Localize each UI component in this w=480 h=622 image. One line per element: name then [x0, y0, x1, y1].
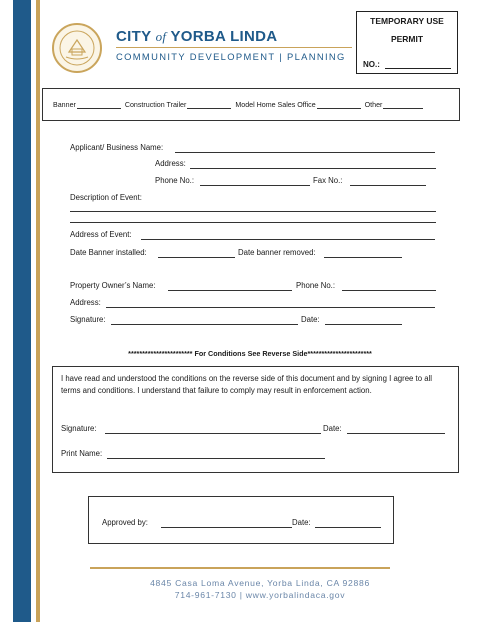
- city-wordmark: [116, 28, 277, 45]
- business-name-field[interactable]: [175, 152, 435, 153]
- agreement-signature-label: Signature:: [61, 424, 97, 433]
- date-removed-label: Date banner removed:: [238, 248, 316, 257]
- footer-address: 4845 Casa Loma Avenue, Yorba Linda, CA 92886: [150, 578, 370, 588]
- owner-name-label: Property Owner’s Name:: [70, 281, 156, 290]
- applicant-phone-label: Phone No.:: [155, 176, 195, 185]
- construction-trailer-field[interactable]: [187, 100, 231, 109]
- permit-type-row: [53, 100, 425, 109]
- event-address-label: Address of Event:: [70, 230, 132, 239]
- applicant-phone-field[interactable]: [200, 185, 310, 186]
- other-field[interactable]: [383, 100, 423, 109]
- agreement-date-field[interactable]: [347, 433, 445, 434]
- agreement-signature-field[interactable]: [105, 433, 321, 434]
- city-prefix: CITY: [116, 28, 152, 45]
- header-gold-rule: [116, 47, 352, 48]
- permit-title-line2: PERMIT: [390, 34, 424, 44]
- owner-address-label: Address:: [70, 298, 101, 307]
- left-blue-bar: [13, 0, 31, 622]
- permit-type-box: [42, 88, 460, 121]
- city-seal-logo: [52, 23, 102, 73]
- owner-phone-field[interactable]: [342, 290, 436, 291]
- owner-date-field[interactable]: [325, 324, 402, 325]
- footer-contact: 714-961-7130 | www.yorbalindaca.gov: [174, 590, 346, 600]
- business-name-label: Applicant/ Business Name:: [70, 143, 164, 152]
- owner-address-field[interactable]: [106, 307, 435, 308]
- date-installed-field[interactable]: [158, 257, 235, 258]
- permit-number-field[interactable]: [385, 68, 451, 69]
- permit-number-label: NO.:: [363, 60, 380, 69]
- model-home-field[interactable]: [317, 100, 361, 109]
- approval-date-label: Date:: [292, 518, 311, 527]
- banner-field[interactable]: [77, 100, 121, 109]
- print-name-label: Print Name:: [61, 449, 103, 458]
- agreement-box: [52, 366, 459, 473]
- date-installed-label: Date Banner installed:: [70, 248, 147, 257]
- date-removed-field[interactable]: [324, 257, 402, 258]
- approval-date-field[interactable]: [315, 527, 381, 528]
- model-home-label: Model Home Sales Office: [235, 101, 316, 109]
- owner-name-field[interactable]: [168, 290, 292, 291]
- other-label: Other: [364, 101, 383, 109]
- footer-gold-rule: [90, 567, 390, 569]
- owner-phone-label: Phone No.:: [296, 281, 336, 290]
- department-name: COMMUNITY DEVELOPMENT | PLANNING: [116, 51, 346, 62]
- banner-label: Banner: [53, 101, 76, 109]
- applicant-address-label: Address:: [155, 159, 186, 168]
- city-of: of: [155, 29, 167, 44]
- owner-signature-field[interactable]: [111, 324, 298, 325]
- permit-box: [356, 11, 458, 74]
- construction-trailer-label: Construction Trailer: [124, 101, 187, 109]
- agreement-date-label: Date:: [323, 424, 342, 433]
- left-gold-bar: [36, 0, 40, 622]
- description-label: Description of Event:: [70, 193, 142, 202]
- agreement-text: I have read and understood the conditions on the reverse side of this document and by signing I agree to all terms and conditions. I understand that failure to comply may result in enforcement action.: [61, 374, 433, 396]
- owner-date-label: Date:: [301, 315, 320, 324]
- approved-by-field[interactable]: [161, 527, 292, 528]
- permit-title-line1: TEMPORARY USE: [370, 16, 444, 26]
- description-line-1[interactable]: [70, 211, 436, 212]
- description-line-2[interactable]: [70, 222, 436, 223]
- applicant-fax-field[interactable]: [350, 185, 426, 186]
- conditions-notice: *********************** For Conditions See Reverse Side***********************: [128, 349, 372, 358]
- city-name: YORBA LINDA: [170, 28, 278, 45]
- applicant-address-field[interactable]: [190, 168, 436, 169]
- approved-by-label: Approved by:: [102, 518, 148, 527]
- owner-signature-label: Signature:: [70, 315, 106, 324]
- event-address-field[interactable]: [141, 239, 435, 240]
- print-name-field[interactable]: [107, 458, 325, 459]
- approval-box: [88, 496, 394, 544]
- applicant-fax-label: Fax No.:: [313, 176, 343, 185]
